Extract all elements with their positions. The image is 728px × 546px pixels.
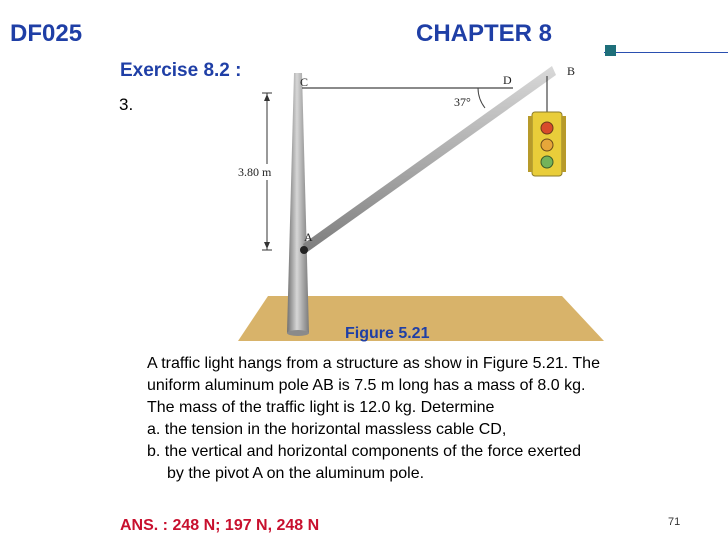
angle-arc — [478, 88, 485, 108]
vertical-pole — [287, 73, 309, 333]
figure-caption: Figure 5.21 — [345, 325, 430, 342]
course-code: DF025 — [10, 20, 83, 47]
label-d: D — [503, 73, 512, 87]
label-c: C — [300, 75, 309, 89]
red-lamp — [541, 122, 553, 134]
chapter-title: CHAPTER 8 — [416, 20, 553, 47]
problem-line: a. the tension in the horizontal massless cable CD, — [147, 421, 507, 438]
green-lamp — [541, 156, 553, 168]
exercise-title: Exercise 8.2 : — [120, 60, 242, 81]
amber-lamp — [541, 139, 553, 151]
height-label: 3.80 m — [238, 165, 272, 179]
question-number: 3. — [119, 95, 134, 114]
page-number: 71 — [668, 516, 681, 528]
traffic-light — [528, 112, 566, 176]
angle-label: 37° — [454, 95, 471, 109]
label-a: A — [304, 230, 313, 244]
problem-line: The mass of the traffic light is 12.0 kg. Determine — [147, 399, 495, 416]
pole-base — [287, 330, 309, 336]
problem-line: b. the vertical and horizontal components of the force exerted — [147, 443, 582, 460]
aluminum-pole-ab — [303, 66, 556, 253]
answer-text: ANS. : 248 N; 197 N, 248 N — [120, 517, 320, 534]
problem-line: by the pivot A on the aluminum pole. — [167, 465, 425, 482]
pivot-a — [300, 246, 308, 254]
problem-line: uniform aluminum pole AB is 7.5 m long has a mass of 8.0 kg. — [147, 377, 586, 394]
problem-line: A traffic light hangs from a structure as show in Figure 5.21. The — [147, 355, 600, 372]
label-b: B — [567, 64, 576, 78]
problem-text — [147, 353, 722, 485]
